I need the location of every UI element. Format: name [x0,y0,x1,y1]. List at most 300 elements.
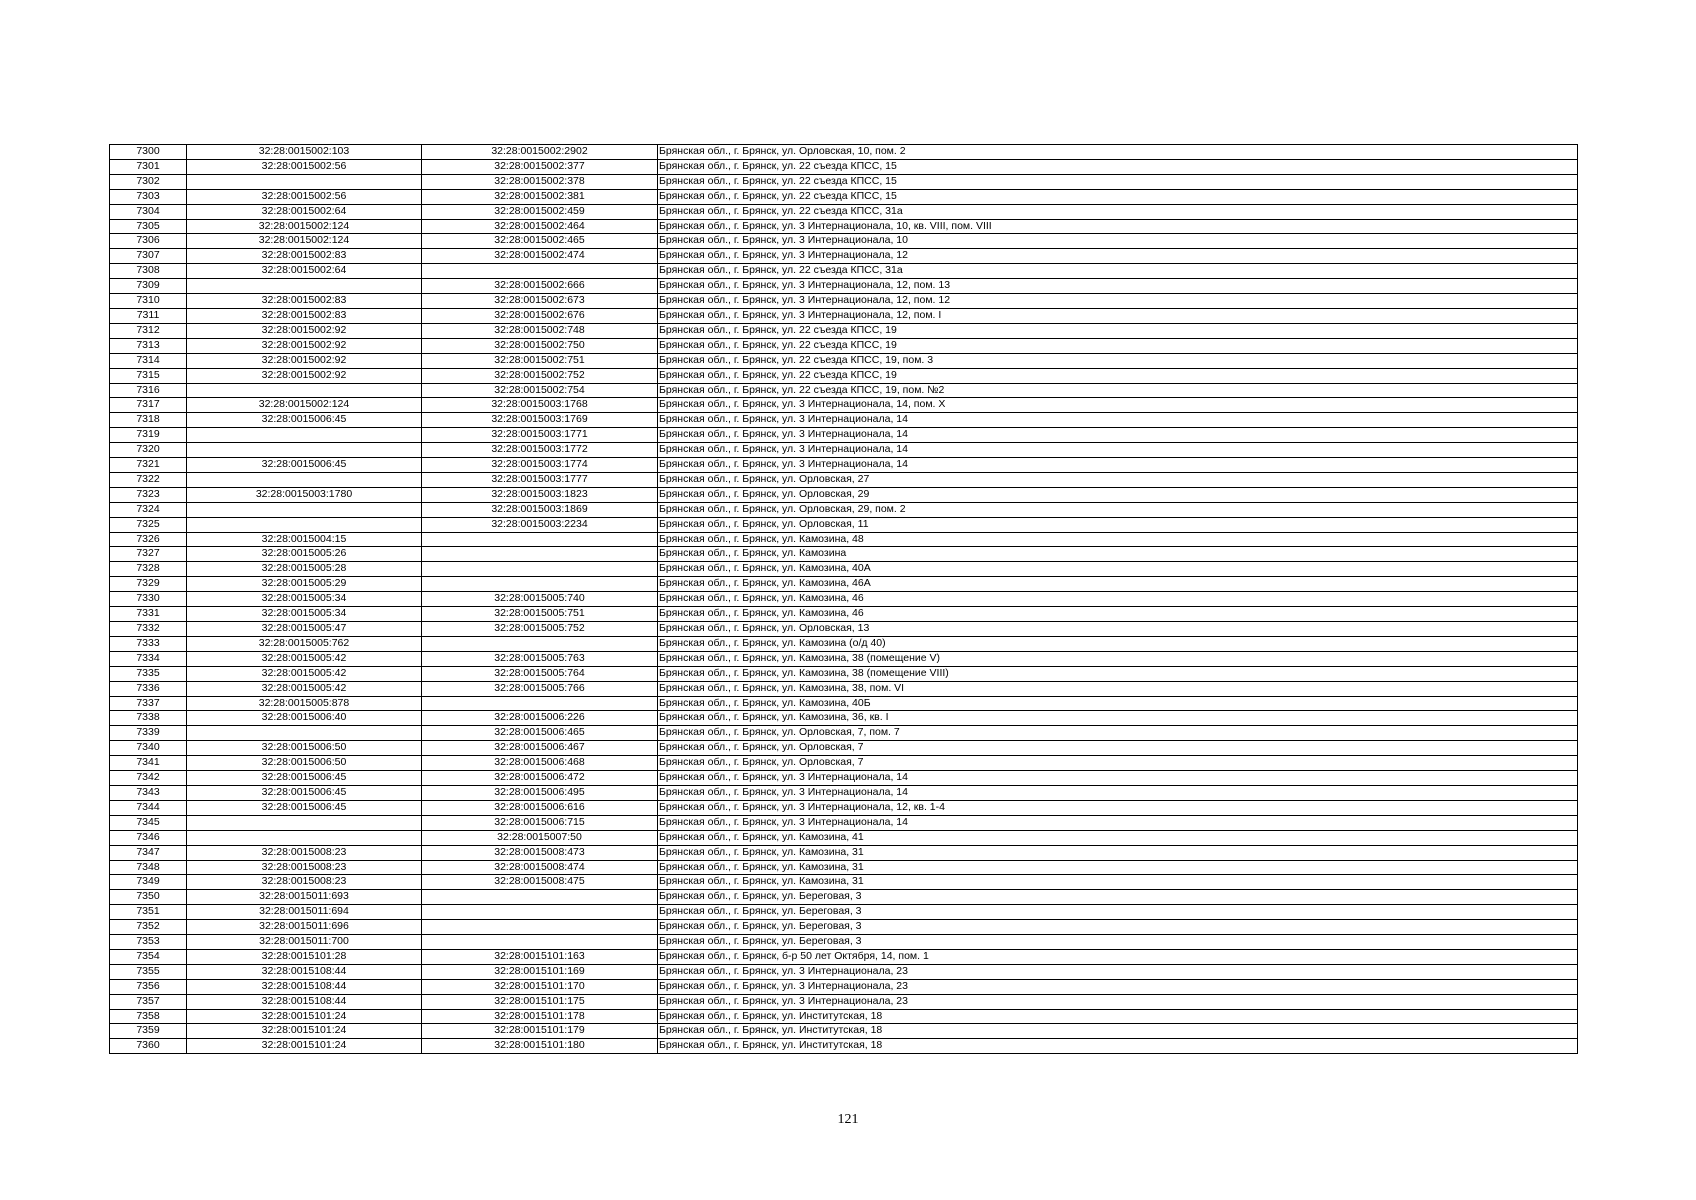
address-cell: Брянская обл., г. Брянск, ул. 22 съезда КПСС, 19 [658,338,1578,353]
parcel-number-cell: 32:28:0015002:103 [187,145,422,160]
object-number-cell: 32:28:0015002:2902 [422,145,658,160]
object-number-cell: 32:28:0015002:459 [422,204,658,219]
table-row [110,845,1578,860]
object-number-cell: 32:28:0015003:1769 [422,413,658,428]
object-number-cell: 32:28:0015005:752 [422,622,658,637]
address-cell: Брянская обл., г. Брянск, ул. Камозина, 41 [658,830,1578,845]
address-cell: Брянская обл., г. Брянск, ул. Камозина, 38, пом. VI [658,681,1578,696]
object-number-cell: 32:28:0015005:764 [422,666,658,681]
object-number-cell: 32:28:0015101:175 [422,994,658,1009]
parcel-number-cell: 32:28:0015002:56 [187,159,422,174]
object-number-cell: 32:28:0015003:2234 [422,517,658,532]
address-cell: Брянская обл., г. Брянск, ул. 22 съезда КПСС, 31а [658,264,1578,279]
object-number-cell: 32:28:0015002:474 [422,249,658,264]
parcel-number-cell: 32:28:0015101:28 [187,949,422,964]
table-row [110,979,1578,994]
table-row [110,323,1578,338]
address-cell: Брянская обл., г. Брянск, ул. Береговая, 3 [658,890,1578,905]
table-row [110,756,1578,771]
address-cell: Брянская обл., г. Брянск, ул. Камозина, 31 [658,860,1578,875]
object-number-cell [422,935,658,950]
address-cell: Брянская обл., г. Брянск, ул. 3 Интернационала, 14 [658,458,1578,473]
object-number-cell: 32:28:0015002:377 [422,159,658,174]
parcel-number-cell: 32:28:0015002:56 [187,189,422,204]
object-number-cell: 32:28:0015005:740 [422,592,658,607]
row-number-cell: 7312 [110,323,187,338]
parcel-number-cell: 32:28:0015002:92 [187,338,422,353]
parcel-number-cell: 32:28:0015101:24 [187,1009,422,1024]
table-row [110,219,1578,234]
object-number-cell: 32:28:0015101:163 [422,949,658,964]
row-number-cell: 7336 [110,681,187,696]
object-number-cell: 32:28:0015002:754 [422,383,658,398]
row-number-cell: 7333 [110,636,187,651]
row-number-cell: 7300 [110,145,187,160]
object-number-cell: 32:28:0015101:179 [422,1024,658,1039]
row-number-cell: 7338 [110,711,187,726]
table-row [110,696,1578,711]
table-row [110,517,1578,532]
address-cell: Брянская обл., г. Брянск, ул. 22 съезда КПСС, 15 [658,174,1578,189]
address-cell: Брянская обл., г. Брянск, ул. 3 Интернационала, 12, пом. 13 [658,279,1578,294]
row-number-cell: 7358 [110,1009,187,1024]
row-number-cell: 7347 [110,845,187,860]
row-number-cell: 7310 [110,294,187,309]
parcel-number-cell [187,815,422,830]
row-number-cell: 7318 [110,413,187,428]
table-row [110,905,1578,920]
parcel-number-cell: 32:28:0015002:92 [187,323,422,338]
table-row [110,726,1578,741]
parcel-number-cell: 32:28:0015006:45 [187,458,422,473]
object-number-cell: 32:28:0015006:467 [422,741,658,756]
row-number-cell: 7331 [110,607,187,622]
parcel-number-cell: 32:28:0015011:700 [187,935,422,950]
table-row [110,860,1578,875]
address-cell: Брянская обл., г. Брянск, ул. Камозина, 38 (помещение V) [658,651,1578,666]
row-number-cell: 7308 [110,264,187,279]
row-number-cell: 7354 [110,949,187,964]
object-number-cell: 32:28:0015008:473 [422,845,658,860]
parcel-number-cell: 32:28:0015005:42 [187,666,422,681]
parcel-number-cell: 32:28:0015101:24 [187,1024,422,1039]
property-table [109,144,1578,1054]
row-number-cell: 7332 [110,622,187,637]
object-number-cell [422,920,658,935]
object-number-cell: 32:28:0015003:1774 [422,458,658,473]
table-row [110,636,1578,651]
address-cell: Брянская обл., г. Брянск, ул. 22 съезда КПСС, 19, пом. 3 [658,353,1578,368]
parcel-number-cell: 32:28:0015108:44 [187,979,422,994]
parcel-number-cell: 32:28:0015002:124 [187,219,422,234]
table-row [110,234,1578,249]
table-row [110,711,1578,726]
address-cell: Брянская обл., г. Брянск, ул. 3 Интернационала, 14 [658,815,1578,830]
address-cell: Брянская обл., г. Брянск, ул. Институтская, 18 [658,1024,1578,1039]
parcel-number-cell: 32:28:0015011:694 [187,905,422,920]
address-cell: Брянская обл., г. Брянск, ул. Камозина (о/д 40) [658,636,1578,651]
row-number-cell: 7341 [110,756,187,771]
table-row [110,145,1578,160]
object-number-cell [422,696,658,711]
row-number-cell: 7340 [110,741,187,756]
page-number: 121 [837,1112,859,1127]
table-row [110,532,1578,547]
object-number-cell: 32:28:0015002:464 [422,219,658,234]
table-row [110,592,1578,607]
address-cell: Брянская обл., г. Брянск, ул. 22 съезда КПСС, 31а [658,204,1578,219]
row-number-cell: 7329 [110,577,187,592]
object-number-cell: 32:28:0015002:378 [422,174,658,189]
row-number-cell: 7316 [110,383,187,398]
row-number-cell: 7317 [110,398,187,413]
object-number-cell: 32:28:0015008:475 [422,875,658,890]
address-cell: Брянская обл., г. Брянск, ул. Камозина, 40Б [658,696,1578,711]
address-cell: Брянская обл., г. Брянск, ул. 22 съезда КПСС, 19 [658,368,1578,383]
address-cell: Брянская обл., г. Брянск, ул. Камозина, 31 [658,845,1578,860]
table-row [110,577,1578,592]
address-cell: Брянская обл., г. Брянск, ул. 3 Интернационала, 14 [658,428,1578,443]
object-number-cell: 32:28:0015003:1823 [422,487,658,502]
object-number-cell: 32:28:0015002:666 [422,279,658,294]
address-cell: Брянская обл., г. Брянск, ул. 3 Интернационала, 14 [658,785,1578,800]
table-row [110,771,1578,786]
row-number-cell: 7342 [110,771,187,786]
table-row [110,681,1578,696]
parcel-number-cell: 32:28:0015101:24 [187,1039,422,1054]
parcel-number-cell [187,830,422,845]
address-cell: Брянская обл., г. Брянск, б-р 50 лет Октября, 14, пом. 1 [658,949,1578,964]
row-number-cell: 7322 [110,472,187,487]
object-number-cell: 32:28:0015101:180 [422,1039,658,1054]
row-number-cell: 7359 [110,1024,187,1039]
parcel-number-cell: 32:28:0015004:15 [187,532,422,547]
object-number-cell: 32:28:0015002:673 [422,294,658,309]
row-number-cell: 7356 [110,979,187,994]
table-row [110,800,1578,815]
parcel-number-cell: 32:28:0015006:45 [187,771,422,786]
object-number-cell [422,890,658,905]
table-row [110,785,1578,800]
object-number-cell [422,562,658,577]
address-cell: Брянская обл., г. Брянск, ул. Камозина, 36, кв. I [658,711,1578,726]
row-number-cell: 7303 [110,189,187,204]
table-row [110,308,1578,323]
object-number-cell [422,905,658,920]
parcel-number-cell: 32:28:0015003:1780 [187,487,422,502]
address-cell: Брянская обл., г. Брянск, ул. Орловская, 10, пом. 2 [658,145,1578,160]
parcel-number-cell: 32:28:0015005:34 [187,592,422,607]
address-cell: Брянская обл., г. Брянск, ул. Орловская, 27 [658,472,1578,487]
table-row [110,279,1578,294]
parcel-number-cell: 32:28:0015002:64 [187,204,422,219]
parcel-number-cell: 32:28:0015005:42 [187,681,422,696]
address-cell: Брянская обл., г. Брянск, ул. Камозина, 31 [658,875,1578,890]
address-cell: Брянская обл., г. Брянск, ул. 3 Интернационала, 12, пом. 12 [658,294,1578,309]
address-cell: Брянская обл., г. Брянск, ул. Орловская, 11 [658,517,1578,532]
object-number-cell: 32:28:0015003:1768 [422,398,658,413]
table-row [110,264,1578,279]
parcel-number-cell [187,472,422,487]
row-number-cell: 7305 [110,219,187,234]
row-number-cell: 7302 [110,174,187,189]
address-cell: Брянская обл., г. Брянск, ул. Орловская, 29 [658,487,1578,502]
object-number-cell: 32:28:0015002:752 [422,368,658,383]
row-number-cell: 7313 [110,338,187,353]
parcel-number-cell: 32:28:0015006:45 [187,800,422,815]
row-number-cell: 7337 [110,696,187,711]
address-cell: Брянская обл., г. Брянск, ул. Камозина, 46А [658,577,1578,592]
parcel-number-cell: 32:28:0015002:64 [187,264,422,279]
row-number-cell: 7327 [110,547,187,562]
table-row [110,398,1578,413]
table-row [110,472,1578,487]
parcel-number-cell: 32:28:0015005:42 [187,651,422,666]
address-cell: Брянская обл., г. Брянск, ул. Орловская, 7, пом. 7 [658,726,1578,741]
address-cell: Брянская обл., г. Брянск, ул. 3 Интернационала, 12, кв. 1-4 [658,800,1578,815]
row-number-cell: 7319 [110,428,187,443]
parcel-number-cell [187,443,422,458]
object-number-cell: 32:28:0015002:465 [422,234,658,249]
table-row [110,249,1578,264]
address-cell: Брянская обл., г. Брянск, ул. Орловская, 7 [658,756,1578,771]
address-cell: Брянская обл., г. Брянск, ул. Орловская, 29, пом. 2 [658,502,1578,517]
parcel-number-cell: 32:28:0015005:878 [187,696,422,711]
table-row [110,368,1578,383]
address-cell: Брянская обл., г. Брянск, ул. Камозина, 46 [658,592,1578,607]
row-number-cell: 7301 [110,159,187,174]
parcel-number-cell [187,279,422,294]
table-row [110,204,1578,219]
address-cell: Брянская обл., г. Брянск, ул. Институтская, 18 [658,1039,1578,1054]
address-cell: Брянская обл., г. Брянск, ул. 3 Интернационала, 14, пом. X [658,398,1578,413]
parcel-number-cell: 32:28:0015108:44 [187,994,422,1009]
object-number-cell: 32:28:0015003:1869 [422,502,658,517]
table-row [110,443,1578,458]
row-number-cell: 7334 [110,651,187,666]
object-number-cell: 32:28:0015008:474 [422,860,658,875]
object-number-cell: 32:28:0015006:715 [422,815,658,830]
row-number-cell: 7355 [110,964,187,979]
table-row [110,622,1578,637]
object-number-cell: 32:28:0015002:751 [422,353,658,368]
row-number-cell: 7349 [110,875,187,890]
table-row [110,1009,1578,1024]
parcel-number-cell: 32:28:0015005:47 [187,622,422,637]
object-number-cell: 32:28:0015002:676 [422,308,658,323]
object-number-cell: 32:28:0015002:381 [422,189,658,204]
parcel-number-cell [187,726,422,741]
parcel-number-cell: 32:28:0015006:40 [187,711,422,726]
address-cell: Брянская обл., г. Брянск, ул. 3 Интернационала, 23 [658,979,1578,994]
address-cell: Брянская обл., г. Брянск, ул. 3 Интернационала, 14 [658,443,1578,458]
parcel-number-cell [187,383,422,398]
object-number-cell: 32:28:0015006:472 [422,771,658,786]
row-number-cell: 7307 [110,249,187,264]
parcel-number-cell: 32:28:0015008:23 [187,875,422,890]
parcel-number-cell: 32:28:0015002:83 [187,249,422,264]
parcel-number-cell: 32:28:0015005:29 [187,577,422,592]
row-number-cell: 7309 [110,279,187,294]
parcel-number-cell: 32:28:0015002:92 [187,353,422,368]
object-number-cell: 32:28:0015101:170 [422,979,658,994]
table-row [110,607,1578,622]
parcel-number-cell: 32:28:0015005:762 [187,636,422,651]
row-number-cell: 7315 [110,368,187,383]
row-number-cell: 7344 [110,800,187,815]
object-number-cell: 32:28:0015003:1771 [422,428,658,443]
row-number-cell: 7360 [110,1039,187,1054]
row-number-cell: 7306 [110,234,187,249]
table-row [110,383,1578,398]
table-row [110,294,1578,309]
table-row [110,159,1578,174]
address-cell: Брянская обл., г. Брянск, ул. 3 Интернационала, 23 [658,994,1578,1009]
row-number-cell: 7324 [110,502,187,517]
parcel-number-cell: 32:28:0015006:45 [187,785,422,800]
row-number-cell: 7335 [110,666,187,681]
table-row [110,547,1578,562]
row-number-cell: 7343 [110,785,187,800]
row-number-cell: 7321 [110,458,187,473]
object-number-cell: 32:28:0015002:748 [422,323,658,338]
table-row [110,815,1578,830]
parcel-number-cell [187,428,422,443]
address-cell: Брянская обл., г. Брянск, ул. 22 съезда КПСС, 19 [658,323,1578,338]
parcel-number-cell: 32:28:0015006:50 [187,756,422,771]
parcel-number-cell: 32:28:0015002:124 [187,234,422,249]
table-row [110,741,1578,756]
address-cell: Брянская обл., г. Брянск, ул. Орловская, 13 [658,622,1578,637]
object-number-cell [422,264,658,279]
row-number-cell: 7320 [110,443,187,458]
row-number-cell: 7352 [110,920,187,935]
row-number-cell: 7326 [110,532,187,547]
object-number-cell: 32:28:0015005:763 [422,651,658,666]
row-number-cell: 7304 [110,204,187,219]
object-number-cell: 32:28:0015005:751 [422,607,658,622]
parcel-number-cell: 32:28:0015008:23 [187,860,422,875]
table-row [110,830,1578,845]
table-row [110,458,1578,473]
row-number-cell: 7330 [110,592,187,607]
row-number-cell: 7328 [110,562,187,577]
table-row [110,1039,1578,1054]
object-number-cell: 32:28:0015101:169 [422,964,658,979]
parcel-number-cell: 32:28:0015011:693 [187,890,422,905]
address-cell: Брянская обл., г. Брянск, ул. Институтская, 18 [658,1009,1578,1024]
table-row [110,353,1578,368]
parcel-number-cell [187,174,422,189]
address-cell: Брянская обл., г. Брянск, ул. 3 Интернационала, 12, пом. I [658,308,1578,323]
row-number-cell: 7325 [110,517,187,532]
address-cell: Брянская обл., г. Брянск, ул. 3 Интернационала, 14 [658,413,1578,428]
object-number-cell: 32:28:0015005:766 [422,681,658,696]
parcel-number-cell: 32:28:0015002:92 [187,368,422,383]
table-row [110,651,1578,666]
table-row [110,890,1578,905]
address-cell: Брянская обл., г. Брянск, ул. Камозина, 38 (помещение VIII) [658,666,1578,681]
table-row [110,189,1578,204]
object-number-cell: 32:28:0015006:495 [422,785,658,800]
row-number-cell: 7323 [110,487,187,502]
object-number-cell [422,577,658,592]
address-cell: Брянская обл., г. Брянск, ул. 3 Интернационала, 23 [658,964,1578,979]
object-number-cell [422,532,658,547]
row-number-cell: 7357 [110,994,187,1009]
parcel-number-cell [187,502,422,517]
table-row [110,338,1578,353]
address-cell: Брянская обл., г. Брянск, ул. Камозина, 46 [658,607,1578,622]
table-row [110,502,1578,517]
row-number-cell: 7311 [110,308,187,323]
row-number-cell: 7350 [110,890,187,905]
parcel-number-cell [187,517,422,532]
parcel-number-cell: 32:28:0015011:696 [187,920,422,935]
object-number-cell: 32:28:0015003:1777 [422,472,658,487]
parcel-number-cell: 32:28:0015008:23 [187,845,422,860]
row-number-cell: 7314 [110,353,187,368]
address-cell: Брянская обл., г. Брянск, ул. 3 Интернационала, 14 [658,771,1578,786]
object-number-cell: 32:28:0015006:616 [422,800,658,815]
address-cell: Брянская обл., г. Брянск, ул. Береговая, 3 [658,935,1578,950]
address-cell: Брянская обл., г. Брянск, ул. Камозина, 40А [658,562,1578,577]
table-row [110,949,1578,964]
address-cell: Брянская обл., г. Брянск, ул. 22 съезда КПСС, 15 [658,189,1578,204]
row-number-cell: 7353 [110,935,187,950]
property-table-body [110,145,1578,1054]
object-number-cell: 32:28:0015003:1772 [422,443,658,458]
address-cell: Брянская обл., г. Брянск, ул. 22 съезда КПСС, 15 [658,159,1578,174]
parcel-number-cell: 32:28:0015002:83 [187,294,422,309]
parcel-number-cell: 32:28:0015108:44 [187,964,422,979]
row-number-cell: 7348 [110,860,187,875]
row-number-cell: 7339 [110,726,187,741]
table-row [110,935,1578,950]
address-cell: Брянская обл., г. Брянск, ул. 22 съезда КПСС, 19, пом. №2 [658,383,1578,398]
object-number-cell: 32:28:0015007:50 [422,830,658,845]
object-number-cell [422,547,658,562]
address-cell: Брянская обл., г. Брянск, ул. 3 Интернационала, 12 [658,249,1578,264]
object-number-cell: 32:28:0015006:465 [422,726,658,741]
parcel-number-cell: 32:28:0015002:83 [187,308,422,323]
address-cell: Брянская обл., г. Брянск, ул. Береговая, 3 [658,920,1578,935]
table-row [110,487,1578,502]
table-row [110,1024,1578,1039]
table-row [110,666,1578,681]
address-cell: Брянская обл., г. Брянск, ул. Орловская, 7 [658,741,1578,756]
address-cell: Брянская обл., г. Брянск, ул. 3 Интернационала, 10, кв. VIII, пом. VIII [658,219,1578,234]
table-row [110,920,1578,935]
parcel-number-cell: 32:28:0015002:124 [187,398,422,413]
object-number-cell: 32:28:0015006:468 [422,756,658,771]
parcel-number-cell: 32:28:0015005:34 [187,607,422,622]
object-number-cell: 32:28:0015006:226 [422,711,658,726]
parcel-number-cell: 32:28:0015005:28 [187,562,422,577]
table-row [110,428,1578,443]
table-row [110,413,1578,428]
object-number-cell: 32:28:0015002:750 [422,338,658,353]
table-row [110,964,1578,979]
parcel-number-cell: 32:28:0015006:50 [187,741,422,756]
table-row [110,562,1578,577]
row-number-cell: 7345 [110,815,187,830]
object-number-cell: 32:28:0015101:178 [422,1009,658,1024]
table-row [110,994,1578,1009]
table-row [110,875,1578,890]
parcel-number-cell: 32:28:0015006:45 [187,413,422,428]
address-cell: Брянская обл., г. Брянск, ул. Камозина [658,547,1578,562]
